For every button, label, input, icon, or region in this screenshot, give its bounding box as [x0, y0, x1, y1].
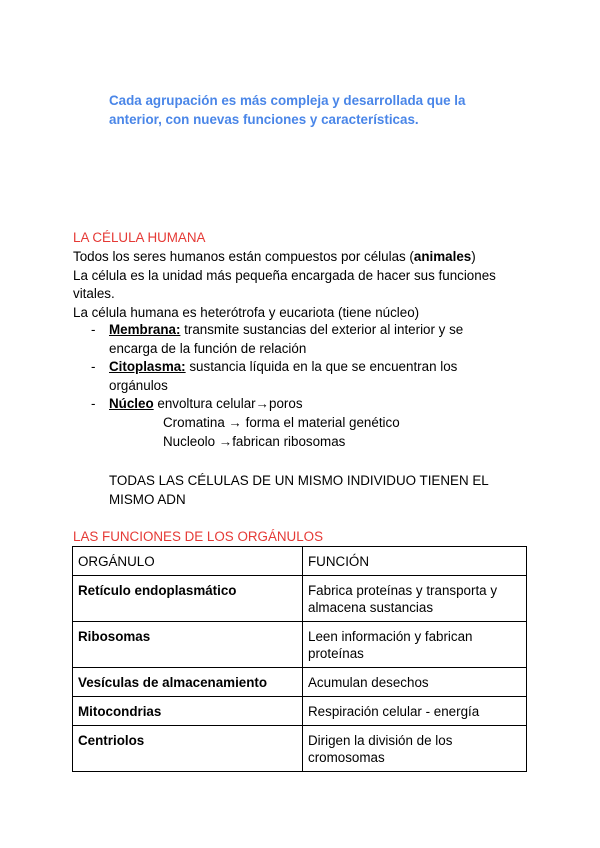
table-row	[73, 622, 527, 668]
paragraph-line-2: La célula es la unidad más pequeña encargada de hacer sus funciones vitales.	[73, 267, 496, 302]
cell-parts-list	[73, 321, 513, 451]
cell-organulo: Ribosomas	[73, 622, 303, 668]
cell-funcion: Respiración celular - energía	[303, 697, 527, 726]
bullet-dash: -	[91, 359, 96, 375]
list-item-membrana	[73, 321, 513, 358]
cell-funcion: Acumulan desechos	[303, 668, 527, 697]
desc-nucleo: envoltura celular→poros	[153, 396, 303, 412]
term-citoplasma: Citoplasma:	[109, 359, 186, 375]
cell-funcion: Leen información y fabrican proteínas	[303, 622, 527, 668]
paragraph-line-1	[73, 248, 533, 267]
line1-post: )	[471, 249, 476, 264]
term-nucleo: Núcleo	[109, 396, 154, 412]
cell-organulo: Mitocondrias	[73, 697, 303, 726]
header-organulo: ORGÁNULO	[73, 547, 303, 576]
line1-bold: animales	[413, 249, 472, 264]
cell-funcion: Fabrica proteínas y transporta y almacena sustancias	[303, 576, 527, 622]
term-membrana: Membrana:	[109, 322, 181, 337]
desc-citoplasma: sustancia líquida en la que se encuentran los orgánulos	[109, 359, 458, 393]
cell-funcion: Dirigen la división de los cromosomas	[303, 726, 527, 772]
line1-pre: Todos los seres humanos están compuestos por células (	[73, 249, 414, 264]
list-item-citoplasma	[73, 358, 513, 395]
sub-line-nucleolo: Nucleolo →fabrican ribosomas	[163, 433, 346, 449]
caps-note: TODAS LAS CÉLULAS DE UN MISMO INDIVIDUO TIENEN EL MISMO ADN	[109, 473, 489, 507]
header-funcion: FUNCIÓN	[303, 547, 527, 576]
paragraph-line-3: La célula humana es heterótrofa y eucariota (tiene núcleo)	[73, 304, 420, 320]
table-header-row	[73, 547, 527, 576]
bullet-dash: -	[91, 322, 96, 337]
list-item-nucleo	[73, 395, 513, 414]
desc-membrana: transmite sustancias del exterior al interior y se encarga de la función de relación	[109, 322, 464, 356]
cell-organulo: Retículo endoplasmático	[73, 576, 303, 622]
table-row	[73, 697, 527, 726]
bullet-dash: -	[91, 396, 96, 412]
cell-organulo: Centriolos	[73, 726, 303, 772]
table-row	[73, 726, 527, 772]
table-row	[73, 668, 527, 697]
cell-organulo: Vesículas de almacenamiento	[73, 668, 303, 697]
section-title-organulos: LAS FUNCIONES DE LOS ORGÁNULOS	[73, 529, 324, 544]
table-row	[73, 576, 527, 622]
section-title-celula: LA CÉLULA HUMANA	[73, 230, 206, 245]
sub-line-cromatina: Cromatina → forma el material genético	[163, 414, 400, 430]
organelles-table	[72, 546, 527, 772]
celula-description	[73, 248, 533, 322]
intro-text: Cada agrupación es más compleja y desarrollada que la anterior, con nuevas funciones y características.	[109, 93, 466, 127]
